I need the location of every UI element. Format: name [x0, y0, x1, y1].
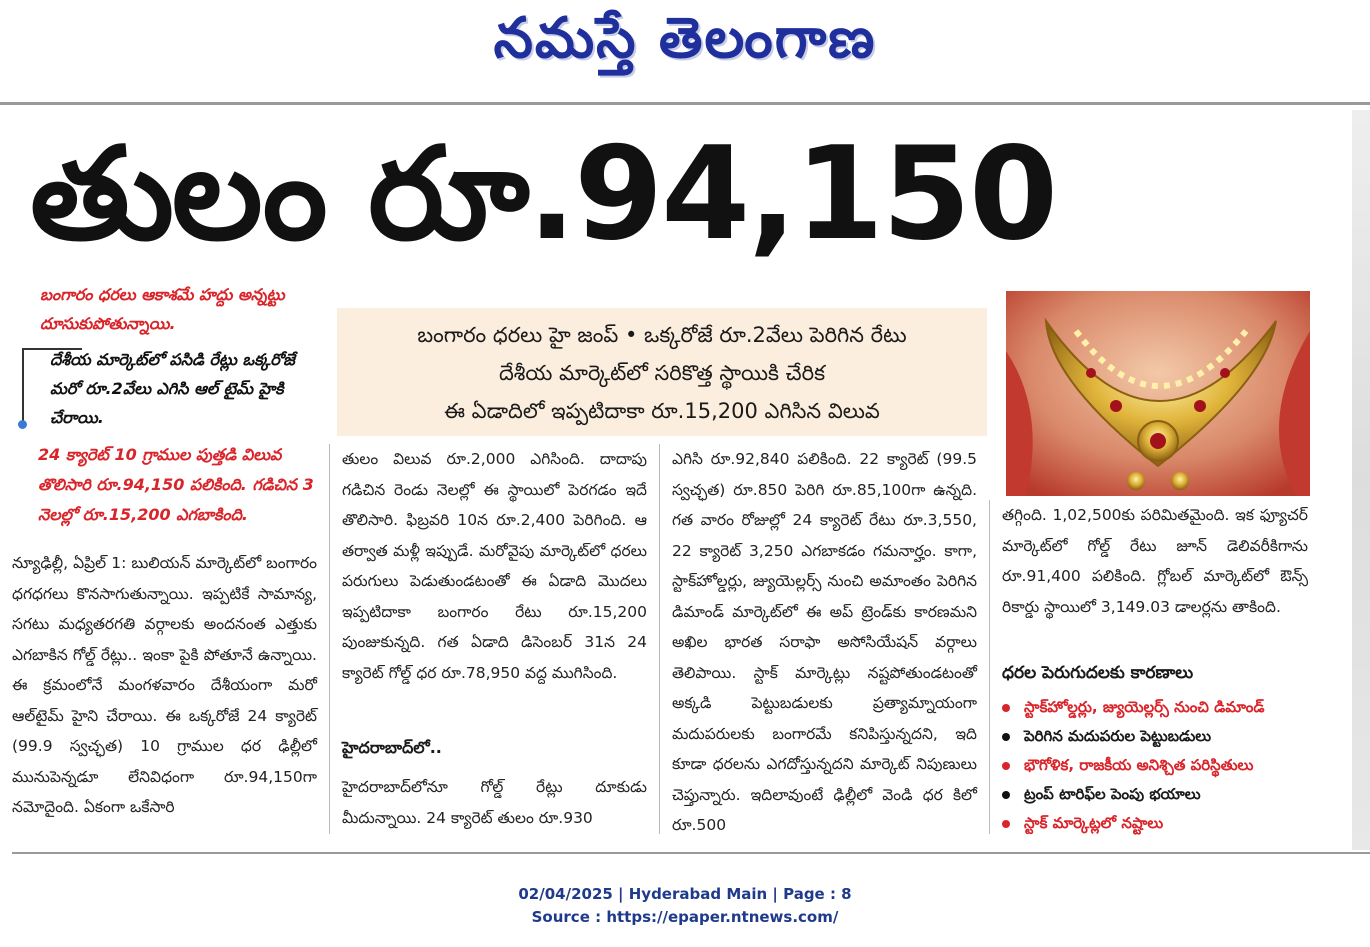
kicker-text: బంగారం ధరలు ఆకాశమే హద్దు అన్నట్టు దూసుకుపోతున్నాయి. — [40, 285, 285, 333]
masthead-rule — [0, 102, 1370, 105]
masthead — [0, 0, 1370, 100]
bullet-icon — [1002, 820, 1010, 828]
article-column-1: న్యూఢిల్లీ, ఏప్రిల్ 1: బులియన్ మార్కెట్‌లో బంగారం ధగధగలు కొనసాగుతున్నాయి. ఇప్పటికే సామాన్య, సగటు మధ్యతరగతి వర్గాలకు అందనంత ఎత్తుకు ఎగబాకిన గోల్డ్ రేట్లు.. ఇంకా పైకి పోతూనే ఉన్నాయి. ఈ క్రమంలోనే మంగళవారం దేశీయంగా మరో ఆల్‌టైమ్ హైని చేరాయి. ఈ ఒక్కరోజే 24 క్యారెట్ (99.9 స్వచ్ఛత) 10 గ్రాముల ధర ఢిల్లీలో మునుపెన్నడూ లేనివిధంగా రూ.94,150గా నమోదైంది. ఏకంగా ఒకేసారి — [12, 554, 317, 816]
edition-info: 02/04/2025 | Hyderabad Main | Page : 8 — [518, 885, 852, 903]
summary-line-2: దేశీయ మార్కెట్‌లో సరికొత్త స్థాయికి చేరిక — [498, 361, 826, 385]
adjacent-page-strip — [1352, 110, 1370, 850]
deck-text: దేశీయ మార్కెట్‌లో పసిడి రేట్లు ఒక్కరోజే మరో రూ.2వేలు ఎగిసి ఆల్ టైమ్ హైకి చేరాయి. — [50, 350, 295, 427]
bullet-icon — [1002, 791, 1010, 799]
bullet-icon — [1002, 704, 1010, 712]
headline: తులం రూ.94,150 — [30, 120, 1057, 269]
summary-line-1: బంగారం ధరలు హై జంప్ • ఒక్కరోజే రూ.2వేలు పెరిగిన రేటు — [417, 323, 907, 347]
article-column-4: తగ్గింది. 1,02,500కు పరిమితమైంది. ఇక ఫ్యూచర్ మార్కెట్‌లో గోల్డ్ రేటు జూన్ డెలివరీకిగాను రూ.91,400 పలికింది. గ్లోబల్ మార్కెట్‌లో ఔన్స్ రికార్డు స్థాయిలో 3,149.03 డాలర్లను తాకింది. — [1002, 506, 1308, 616]
list-item: పెరిగిన మదుపరుల పెట్టుబడులు — [1002, 722, 1332, 751]
newspaper-logo: నమస్తే తెలంగాణ — [493, 6, 877, 71]
list-item: స్టాక్‌హోల్డర్లు, జ్యుయెల్లర్స్ నుంచి డిమాండ్ — [1002, 693, 1332, 722]
reasons-list — [1002, 693, 1332, 838]
reasons-heading: ధరల పెరుగుదలకు కారణాలు — [1002, 663, 1194, 683]
deck-bullet-icon — [18, 420, 27, 429]
jewellery-illustration — [1006, 291, 1310, 496]
summary-box — [337, 308, 987, 436]
column-divider — [329, 444, 330, 834]
list-item: భౌగోళిక, రాజకీయ అనిశ్చిత పరిస్థితులు — [1002, 751, 1332, 780]
source-link[interactable]: Source : https://epaper.ntnews.com/ — [531, 908, 839, 926]
column-divider — [989, 500, 990, 834]
list-item: ట్రంప్ టారిఫ్‌ల పెంపు భయాలు — [1002, 780, 1332, 809]
article-column-3: ఎగిసి రూ.92,840 పలికింది. 22 క్యారెట్ (99.5 స్వచ్ఛత) రూ.850 పెరిగి రూ.85,100గా ఉన్నది. గత వారం రోజుల్లో 24 క్యారెట్ రేటు రూ.3,550, 22 క్యారెట్ 3,250 ఎగబాకడం గమనార్హం. కాగా, స్టాక్‌హోల్డర్లు, జ్యుయెల్లర్స్ నుంచి అమాంతం పెరిగిన డిమాండ్ మార్కెట్‌లో ఈ అప్ ట్రెండ్‌కు కారణమని అఖిల భారత సరాఫా అసోసియేషన్ వర్గాలు తెలిపాయి. స్టాక్ మార్కెట్లు నష్టపోతుండటంతో అక్కడి పెట్టుబడులకు ప్రత్యామ్నాయంగా మదుపరులకు బంగారమే కనిపిస్తున్నదని, ఇది కూడా ధరలను ఎగదోస్తున్నదని మార్కెట్ నిపుణులు చెప్తున్నారు. ఇదిలావుంటే ఢిల్లీలో వెండి ధర కిలో రూ.500 — [672, 450, 977, 834]
article-column-2: తులం విలువ రూ.2,000 ఎగిసింది. దాదాపు గడిచిన రెండు నెలల్లో ఈ స్థాయిలో పెరగడం ఇదే తొలిసారి. ఫిబ్రవరి 10న రూ.2,400 పెరిగింది. ఆ తర్వాత మళ్లీ ఇప్పుడే. మరోవైపు మార్కెట్‌లో ధరలు పరుగులు పెడుతుండటంతో ఈ ఏడాది మొదలు ఇప్పటిదాకా బంగారం రేటు రూ.15,200 పుంజుకున్నది. గత ఏడాది డిసెంబర్ 31న 24 క్యారెట్ గోల్డ్ ధర రూ.78,950 వద్ద ముగిసింది. — [342, 450, 647, 682]
bullet-icon — [1002, 733, 1010, 741]
list-item: స్టాక్ మార్కెట్లలో నష్టాలు — [1002, 809, 1332, 838]
summary-line-3: ఈ ఏడాదిలో ఇప్పటిదాకా రూ.15,200 ఎగిసిన విలువ — [444, 399, 880, 423]
column-divider — [659, 444, 660, 834]
deck-rule — [22, 348, 24, 426]
highlight-text: 24 క్యారెట్ 10 గ్రాముల పుత్తడి విలువ తొలిసారి రూ.94,150 పలికింది. గడిచిన 3 నెలల్లో రూ.15,200 ఎగబాకింది. — [38, 445, 314, 524]
page-bottom-rule — [12, 852, 1370, 854]
subheading-hyderabad: హైదరాబాద్‌లో.. — [342, 738, 442, 757]
gold-jewellery-photo — [1006, 291, 1310, 496]
article-column-2-continued: హైదరాబాద్‌లోనూ గోల్డ్ రేట్లు దూకుడు మీదున్నాయి. 24 క్యారెట్ తులం రూ.930 — [342, 778, 647, 827]
bullet-icon — [1002, 762, 1010, 770]
